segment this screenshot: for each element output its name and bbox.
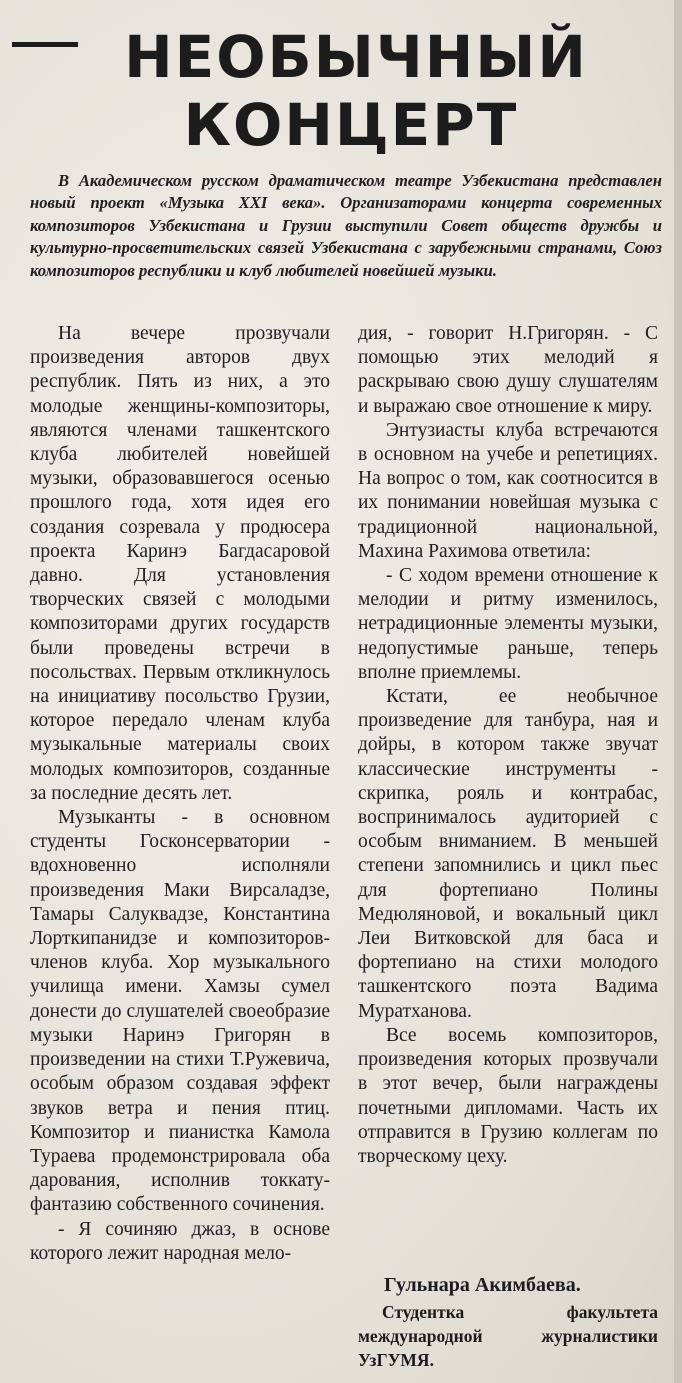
body-paragraph: дия, - говорит Н.Григорян. - С помощью этих мелодий я раскрываю свою душу слушателям и выражаю свое отношение к миру. [358,323,658,417]
body-paragraph: Музыканты - в основном студенты Госконсерватории - вдохновенно исполняли произведения Маки Вирсаладзе, Тамары Салуквадзе, Константина Лорткипанидзе и композиторов-членов клуба. Хор музыкального училища имени. Хамзы сумел донести до слушателей своеобразие музыки Наринэ Григорян в произведении на стихи Т.Ружевича, особым образом создавая эффект звуков ветра и пения птиц. Композитор и пианистка Камола Тураева продемонстрировала оба дарования, исполнив токкату-фантазию собственного сочинения. [30,807,330,1216]
column-right [358,322,658,1169]
body-paragraph: На вечере прозвучали произведения авторов двух республик. Пять из них, а это молодые женщины-композиторы, являются членами ташкентского клуба любителей новейшей музыки, образовавшегося осенью прошлого года, хотя идея его создания созревала у продюсера проекта Каринэ Багдасаровой давно. Для установления творческих связей с молодыми композиторами других государств были проведены встречи в посольствах. Первым откликнулось на инициативу посольство Грузии, которое передало членам клуба музыкальные материалы своих молодых композиторов, созданные за последние десять лет. [30,323,330,804]
author-name: Гульнара Акимбаева. [384,1274,581,1296]
headline-line-1: НЕОБЫЧНЫЙ [124,23,588,91]
body-paragraph: Энтузиасты клуба встречаются в основном на учебе и репетициях. На вопрос о том, как соотносится в их понимании новейшая музыка с традиционной национальной, Махина Рахимова ответила: [358,419,658,562]
body-paragraph: Все восемь композиторов, произведения которых прозвучали в этот вечер, были награждены почетными дипломами. Часть их отправится в Грузию коллегам по творческому цеху. [358,1024,658,1167]
lead-paragraph: В Академическом русском драматическом театре Узбекистана представлен новый проект «Музыка XXI века». Организаторами концерта современных композиторов Узбекистана и Грузии выступили Совет обществ дружбы и культурно-просветительских связей Узбекистана с зарубежными странами, Союз композиторов республики и клуб любителей новейшей музыки. [30,171,662,280]
body-paragraph: - Я сочиняю джаз, в основе которого лежит народная мело- [30,1218,330,1264]
column-left [30,322,330,1266]
body-paragraph: Кстати, ее необычное произведение для танбура, ная и дойры, в котором также звучат классические инструменты - скрипка, рояль и контрабас, воспринималось аудиторией с особым вниманием. В меньшей степени запомнились и цикл пьес для фортепиано Полины Медюляновой, и вокальный цикл Леи Витковской для баса и фортепиано на стихи молодого ташкентского поэта Вадима Муратханова. [358,686,658,1022]
headline-line-2: КОНЦЕРТ [183,91,519,159]
body-paragraph: - С ходом времени отношение к мелодии и ритму изменилось, нетрадиционные элементы музыки, недопустимые раньше, теперь вполне приемлемы. [358,565,658,683]
paper-edge [674,0,682,1383]
author-role: Студентка факультета международной журналистики УзГУМЯ. [358,1302,658,1370]
